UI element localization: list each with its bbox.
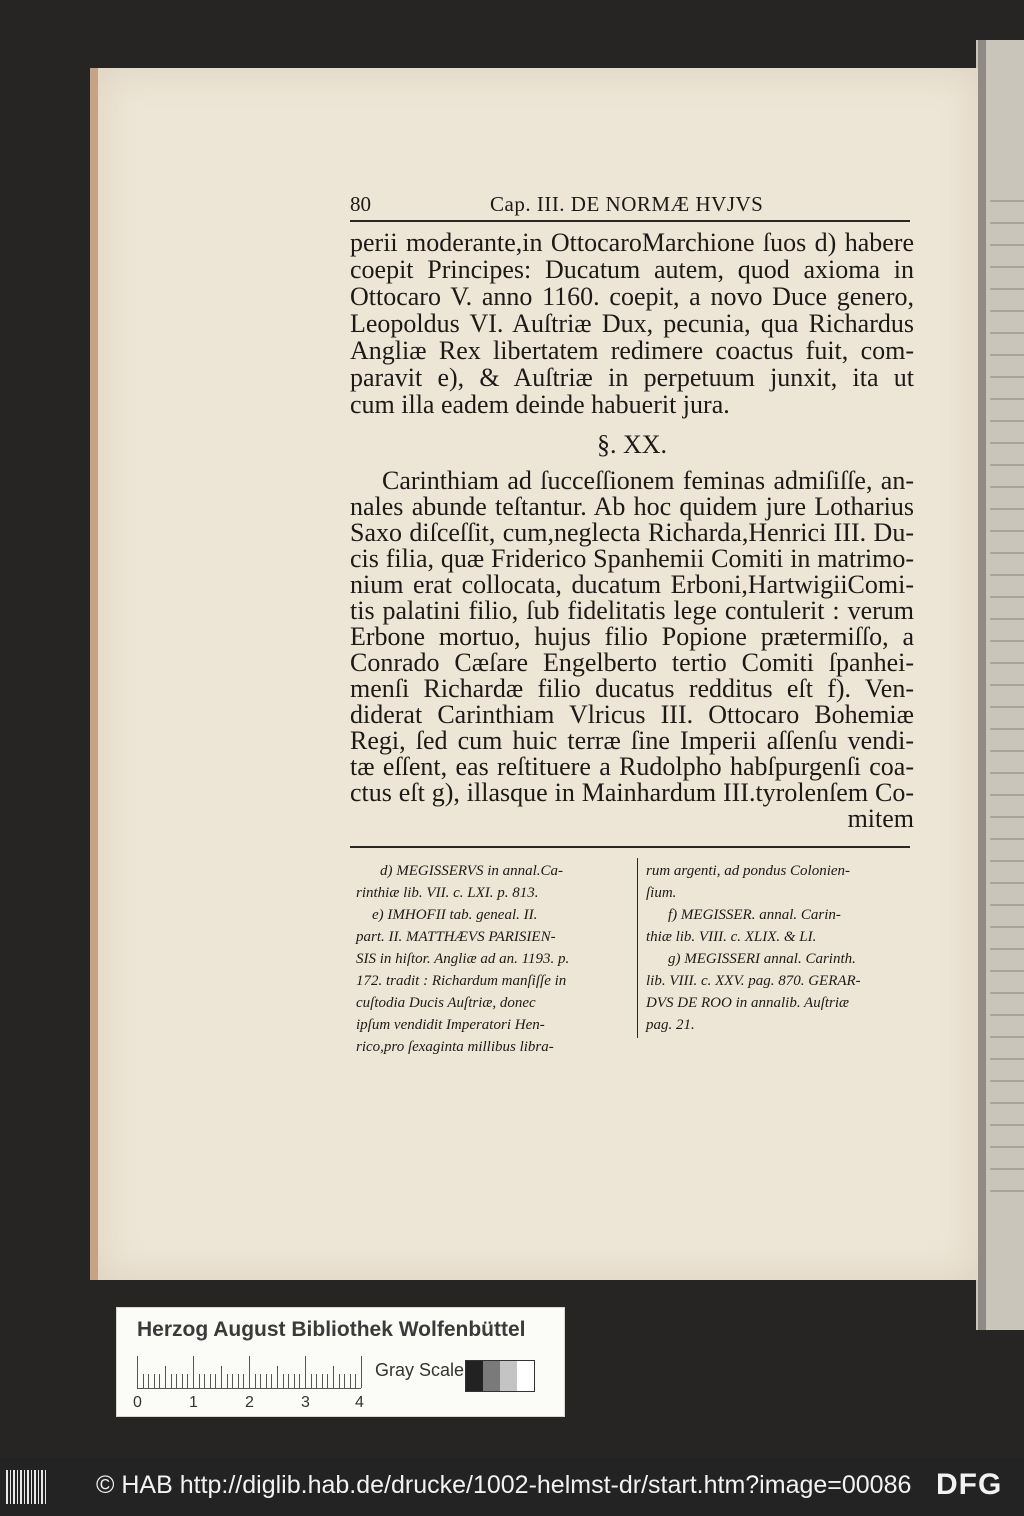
- ruler-tick: [148, 1374, 149, 1388]
- ruler-number: 1: [189, 1394, 198, 1411]
- ruler-tick: [165, 1366, 166, 1388]
- footnote-line: d) MEGISSERVS in annal.Ca-: [380, 863, 564, 879]
- ruler-tick: [249, 1356, 250, 1388]
- footer-bar: [0, 1458, 1024, 1516]
- footnote-line: lib. VIII. c. XXV. pag. 870. GERAR-: [646, 973, 861, 989]
- footnote-line: e) IMHOFII tab. geneal. II.: [372, 907, 538, 923]
- footnote-line: 172. tradit : Richardum manſiſſe in: [356, 973, 567, 989]
- text-line: ctus eſt g), illasque in Mainhardum III.tyrolenſem Co-: [350, 778, 914, 807]
- text-line: paravit e), & Auſtriæ in perpetuum junxit, ita ut: [350, 363, 914, 392]
- ruler-tick: [294, 1374, 295, 1388]
- footnote-rule: [350, 846, 910, 848]
- ruler-tick: [199, 1374, 200, 1388]
- text-line: tæ eſſent, eas reſtituere a Rudolpho habſpurgenſi coa-: [350, 752, 914, 781]
- footnote-line: cuſtodia Ducis Auſtriæ, donec: [356, 995, 536, 1011]
- text-line: cum illa eadem deinde habuerit jura.: [350, 390, 730, 419]
- text-line: coepit Principes: Ducatum autem, quod axioma in: [350, 255, 914, 284]
- running-head: Cap. III. DE NORMÆ HVJVS: [490, 192, 764, 216]
- ruler-number: 3: [301, 1394, 310, 1411]
- text-line: Conrado Cæſare Engelberto tertio Comiti ſpanhei-: [350, 648, 914, 677]
- source-url[interactable]: © HAB http://diglib.hab.de/drucke/1002-helmst-dr/start.htm?image=00086: [96, 1471, 912, 1499]
- catchword: mitem: [847, 804, 914, 833]
- ruler-tick: [232, 1374, 233, 1388]
- footnote-line: rum argenti, ad pondus Colonien-: [646, 863, 851, 879]
- text-line: nium erat collocata, ducatum Erboni,HartwigiiComi-: [350, 570, 914, 599]
- ruler-tick: [182, 1374, 183, 1388]
- ruler-tick: [260, 1374, 261, 1388]
- footnote-line: f) MEGISSER. annal. Carin-: [668, 907, 841, 923]
- ruler: [137, 1356, 361, 1389]
- gray-scale-label: Gray Scale: [375, 1360, 465, 1380]
- text-line: Saxo diſceſſit, cum,neglecta Richarda,Henrici III. Du-: [350, 518, 914, 547]
- ruler-tick: [154, 1374, 155, 1388]
- text-line: tis palatini filio, ſub fidelitatis lege contulerit : verum: [350, 596, 914, 625]
- ruler-tick: [171, 1374, 172, 1388]
- text-line: perii moderante,in OttocaroMarchione ſuos d) habere: [350, 228, 914, 257]
- ruler-number: 0: [133, 1394, 142, 1411]
- text-line: Regi, ſed cum huic terræ ſine Imperii aſſenſu vendi-: [350, 726, 914, 755]
- ruler-tick: [271, 1374, 272, 1388]
- ruler-tick: [215, 1374, 216, 1388]
- ruler-tick: [137, 1356, 138, 1388]
- footnote-line: ipſum vendidit Imperatori Hen-: [356, 1017, 545, 1033]
- ruler-tick: [221, 1366, 222, 1388]
- gray-swatch: [483, 1361, 500, 1391]
- adjacent-page-text: [990, 200, 1024, 1200]
- ruler-tick: [204, 1374, 205, 1388]
- ruler-tick: [333, 1366, 334, 1388]
- ruler-tick: [299, 1374, 300, 1388]
- ruler-tick: [288, 1374, 289, 1388]
- adjacent-page-edge: [978, 40, 986, 1330]
- library-color-card: [116, 1307, 565, 1417]
- text-line: Erbone mortuo, hujus filio Popione prætermiſſo, a: [350, 622, 914, 651]
- ruler-tick: [339, 1374, 340, 1388]
- footnote-line: SIS in hiſtor. Angliæ ad an. 1193. p.: [356, 951, 570, 967]
- ruler-tick: [227, 1374, 228, 1388]
- text-line: Carinthiam ad ſucceſſionem feminas admiſiſſe, an-: [382, 466, 914, 495]
- ruler-tick: [243, 1374, 244, 1388]
- barcode-icon: [6, 1470, 46, 1504]
- ruler-tick: [255, 1374, 256, 1388]
- gray-swatch: [466, 1361, 483, 1391]
- ruler-number: 2: [245, 1394, 254, 1411]
- page-number: 80: [350, 192, 371, 216]
- footnote-line: rico,pro ſexaginta millibus libra-: [356, 1039, 554, 1055]
- ruler-tick: [266, 1374, 267, 1388]
- section-heading: §. XX.: [596, 430, 668, 459]
- gray-swatch: [517, 1361, 534, 1391]
- text-line: diderat Carinthiam Vlricus III. Ottocaro Bohemiæ: [350, 700, 914, 729]
- footnote-line: ſium.: [646, 885, 677, 901]
- library-name: Herzog August Bibliothek Wolfenbüttel: [137, 1318, 526, 1341]
- ruler-tick: [327, 1374, 328, 1388]
- ruler-tick: [350, 1374, 351, 1388]
- ruler-tick: [159, 1374, 160, 1388]
- ruler-tick: [277, 1366, 278, 1388]
- footnote-line: pag. 21.: [646, 1017, 695, 1033]
- ruler-tick: [143, 1374, 144, 1388]
- footnote-line: DVS DE ROO in annalib. Auſtriæ: [646, 995, 850, 1011]
- footnote-line: part. II. MATTHÆVS PARISIEN-: [356, 929, 556, 945]
- text-line: menſi Richardæ filio ducatus redditus eſt f). Ven-: [350, 674, 914, 703]
- footnote-line: rinthiæ lib. VII. c. LXI. p. 813.: [356, 885, 539, 901]
- page-header: [350, 192, 914, 220]
- gray-swatch: [500, 1361, 517, 1391]
- footnote-line: g) MEGISSERI annal. Carinth.: [668, 951, 856, 967]
- ruler-tick: [176, 1374, 177, 1388]
- ruler-number: 4: [355, 1394, 364, 1411]
- ruler-tick: [355, 1374, 356, 1388]
- text-line: Angliæ Rex libertatem redimere coactus fuit, com-: [350, 336, 914, 365]
- ruler-tick: [283, 1374, 284, 1388]
- text-line: nales abunde teſtantur. Ab hoc quidem jure Lotharius: [350, 492, 914, 521]
- ruler-tick: [305, 1356, 306, 1388]
- ruler-tick: [322, 1374, 323, 1388]
- gray-scale-swatches: [465, 1360, 535, 1392]
- header-rule: [350, 220, 910, 222]
- text-line: Leopoldus VI. Auſtriæ Dux, pecunia, qua Richardus: [350, 309, 914, 338]
- ruler-tick: [344, 1374, 345, 1388]
- text-line: cis filia, quæ Friderico Spanhemii Comiti in matrimo-: [350, 544, 914, 573]
- ruler-tick: [361, 1356, 362, 1388]
- text-line: Ottocaro V. anno 1160. coepit, a novo Duce genero,: [350, 282, 914, 311]
- dfg-logo: DFG: [936, 1468, 1003, 1501]
- ruler-tick: [210, 1374, 211, 1388]
- footnote-column-divider: [637, 858, 638, 1038]
- footnote-line: thiæ lib. VIII. c. XLIX. & LI.: [646, 929, 817, 945]
- ruler-tick: [193, 1356, 194, 1388]
- ruler-tick: [187, 1374, 188, 1388]
- ruler-tick: [316, 1374, 317, 1388]
- ruler-tick: [238, 1374, 239, 1388]
- ruler-tick: [311, 1374, 312, 1388]
